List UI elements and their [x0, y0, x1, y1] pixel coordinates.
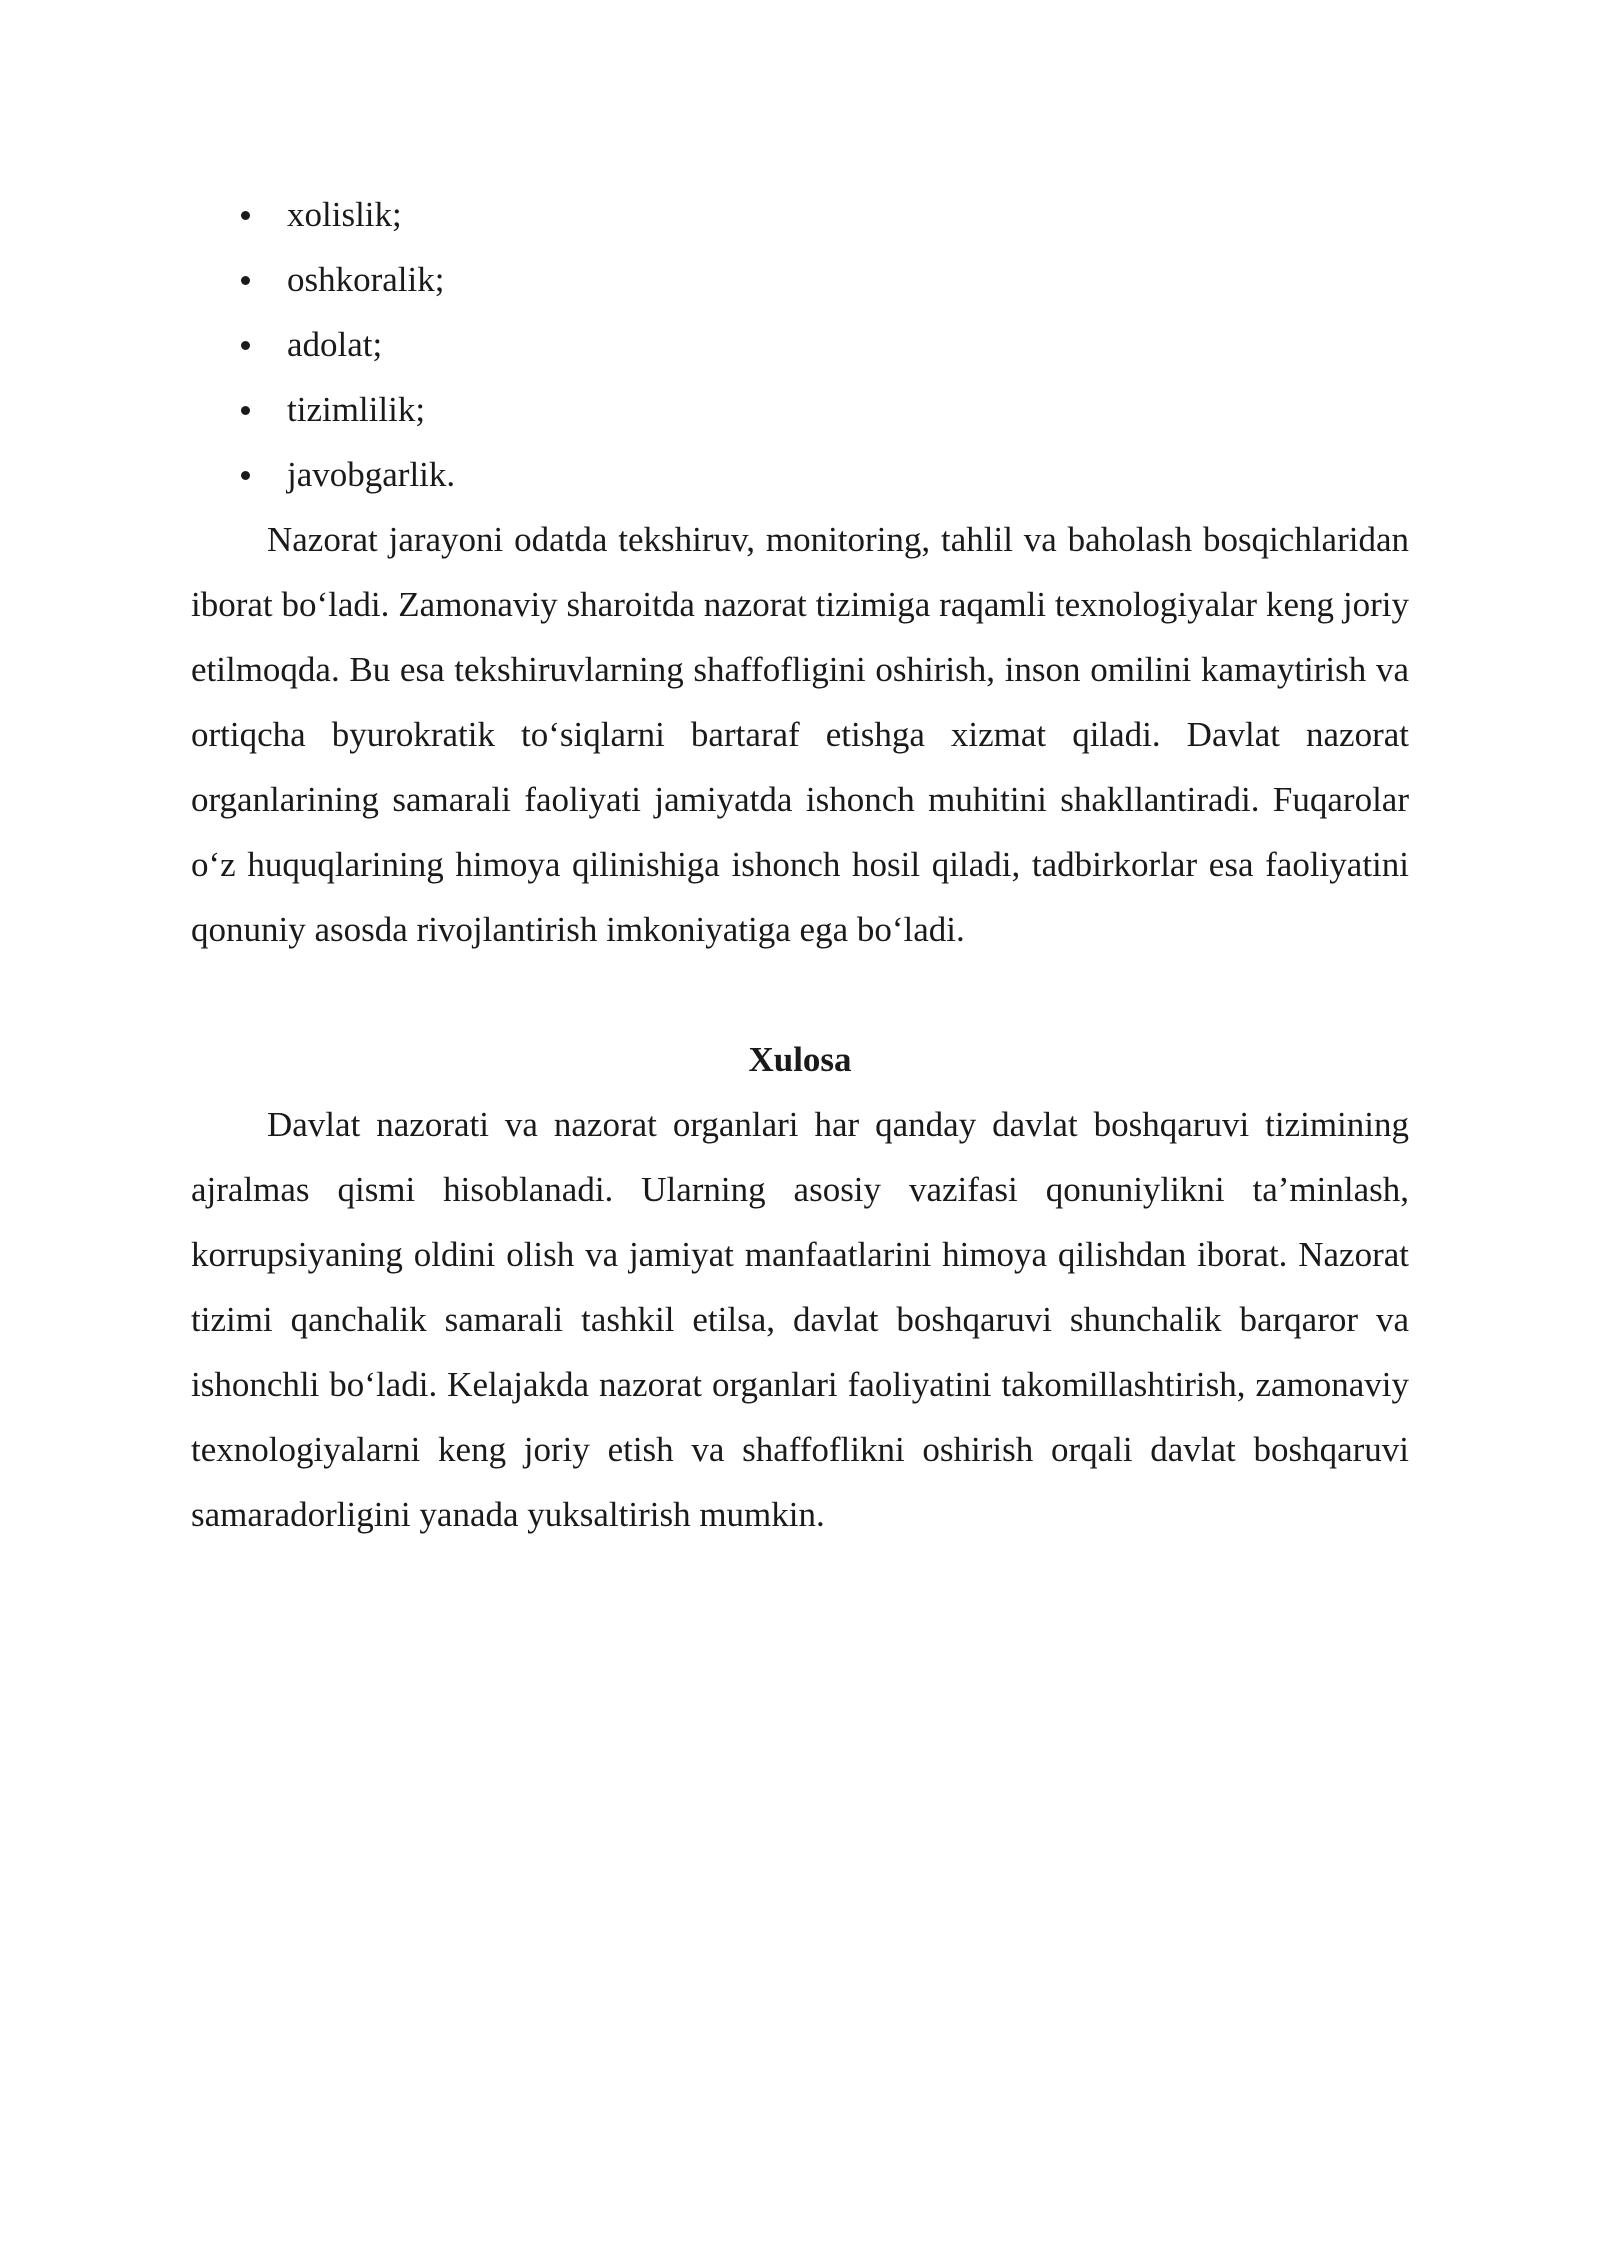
document-page	[191, 182, 1409, 1547]
principles-list	[191, 182, 1409, 507]
list-item	[191, 377, 1409, 442]
body-paragraph-conclusion: Davlat nazorati va nazorat organlari har qanday davlat boshqaruvi tizimining ajralmas qismi hisoblanadi. Ularning asosiy vazifasi qonuniylikni ta’minlash, korrupsiyaning oldini olish va jamiyat manfaatlarini himoya qilishdan iborat. Nazorat tizimi qanchalik samarali tashkil etilsa, davlat boshqaruvi shunchalik barqaror va ishonchli boʻladi. Kelajakda nazorat organlari faoliyatini takomillashtirish, zamonaviy texnologiyalarni keng joriy etish va shaffoflikni oshirish orqali davlat boshqaruvi samaradorligini yanada yuksaltirish mumkin.	[191, 1105, 1409, 1534]
list-item	[191, 247, 1409, 312]
list-item	[191, 182, 1409, 247]
list-item-text: xolislik;	[287, 195, 402, 234]
bullet-icon	[241, 406, 250, 415]
list-item	[191, 312, 1409, 377]
section-heading-conclusion: Xulosa	[748, 1040, 852, 1079]
bullet-icon	[241, 341, 250, 350]
list-item	[191, 442, 1409, 507]
list-item-text: javobgarlik.	[287, 455, 456, 494]
body-paragraph-control-process: Nazorat jarayoni odatda tekshiruv, monitoring, tahlil va baholash bosqichlaridan iborat boʻladi. Zamonaviy sharoitda nazorat tizimiga raqamli texnologiyalar keng joriy etilmoqda. Bu esa tekshiruvlarning shaffofligini oshirish, inson omilini kamaytirish va ortiqcha byurokratik toʻsiqlarni bartaraf etishga xizmat qiladi. Davlat nazorat organlarining samarali faoliyati jamiyatda ishonch muhitini shakllantiradi. Fuqarolar oʻz huquqlarining himoya qilinishiga ishonch hosil qiladi, tadbirkorlar esa faoliyatini qonuniy asosda rivojlantirish imkoniyatiga ega boʻladi.	[191, 520, 1409, 949]
list-item-text: adolat;	[287, 325, 383, 364]
bullet-icon	[241, 471, 250, 480]
list-item-text: oshkoralik;	[287, 260, 445, 299]
bullet-icon	[241, 211, 250, 220]
list-item-text: tizimlilik;	[287, 390, 426, 429]
bullet-icon	[241, 276, 250, 285]
